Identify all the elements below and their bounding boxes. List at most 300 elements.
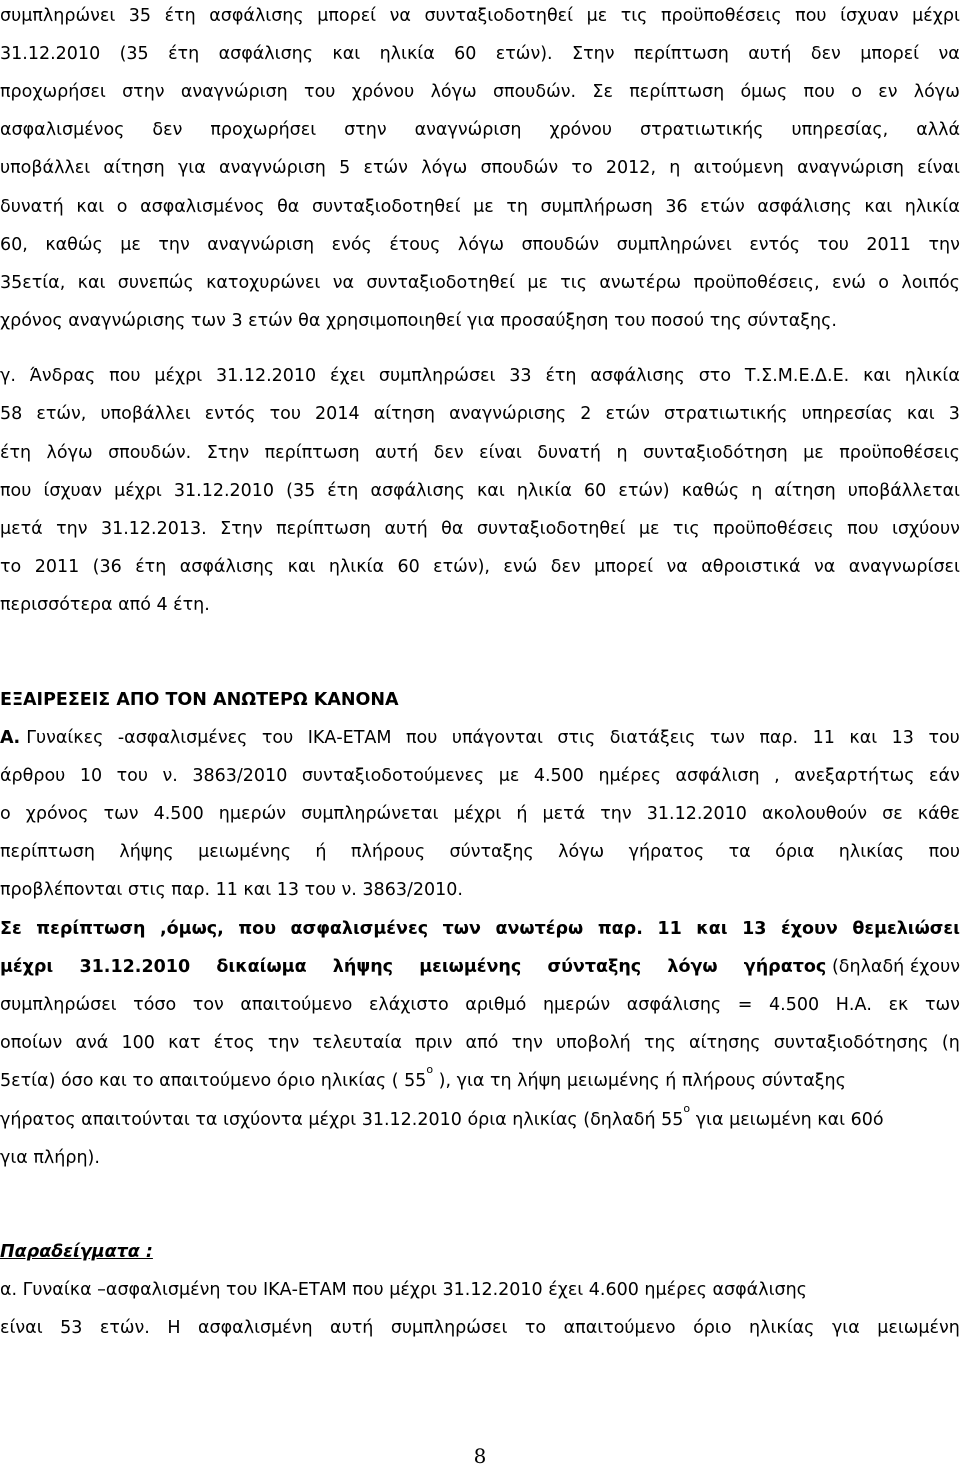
word: εν <box>878 82 898 102</box>
word: λόγω <box>46 443 93 463</box>
word: ακολουθούν <box>762 804 868 824</box>
word: 58 <box>0 404 23 424</box>
word: χρόνου <box>351 82 415 102</box>
word: από <box>465 1033 499 1053</box>
word: 2 <box>580 404 592 424</box>
text-line <box>0 195 960 219</box>
word: ασφάλισης <box>757 197 852 217</box>
text-line <box>0 802 960 826</box>
word: ασφάλιση <box>675 766 760 786</box>
text-line <box>0 840 960 864</box>
text-words: για μειωμένη και 60ό <box>690 1110 884 1130</box>
text-line: περισσότερα από 4 έτη. <box>0 595 210 615</box>
word: γ. <box>0 366 16 386</box>
word: παρ. <box>597 919 643 939</box>
word: των <box>709 728 745 748</box>
word: με <box>803 443 824 463</box>
word: χρόνου <box>549 120 613 140</box>
word: απαιτούμενο <box>563 1318 676 1338</box>
word: προϋποθέσεις <box>660 6 782 26</box>
word: 4.500 <box>769 995 820 1015</box>
word: μπορεί <box>317 6 377 26</box>
text-words: (δηλαδή έχουν <box>826 957 960 977</box>
word: την <box>56 519 88 539</box>
word: συνταξιοδοτούμενες <box>301 766 485 786</box>
word: 31.12.2010 <box>173 481 275 501</box>
word: προχωρήσει <box>210 120 317 140</box>
word: υπάγονται <box>451 728 543 748</box>
word: στρατιωτικής <box>640 120 764 140</box>
word: ημερών <box>542 995 611 1015</box>
word: προϋποθέσεις <box>839 443 960 463</box>
word: 11 <box>657 919 682 939</box>
word: του <box>817 235 849 255</box>
word: Σε <box>592 82 613 102</box>
item-label: Α. <box>0 728 21 748</box>
word: και <box>849 728 878 748</box>
word: έχουν <box>780 919 838 939</box>
word: αριθμό <box>465 995 527 1015</box>
word: = <box>737 995 753 1015</box>
word: να <box>332 273 354 293</box>
word: ετών <box>700 197 745 217</box>
examples-heading <box>0 1240 960 1264</box>
word: είναι <box>0 1318 43 1338</box>
text-line <box>0 1316 960 1340</box>
word: έτος <box>213 1033 255 1053</box>
word: και <box>864 197 893 217</box>
word: που <box>847 519 879 539</box>
word: 33 <box>509 366 532 386</box>
word: περίπτωση <box>36 919 146 939</box>
word: δεν <box>810 44 841 64</box>
word: 13 <box>891 728 914 748</box>
word: ασφαλισμένη <box>198 1318 313 1338</box>
word: καθώς <box>681 481 740 501</box>
text-line <box>0 4 960 28</box>
word: ο <box>0 804 11 824</box>
word: σπουδών. <box>108 443 192 463</box>
word: και <box>77 273 106 293</box>
word: θα <box>277 197 300 217</box>
word: ΙΚΑ-ΕΤΑΜ <box>307 728 392 748</box>
word: ηλικίας <box>838 842 905 862</box>
word: να <box>389 6 411 26</box>
word: για <box>831 1318 860 1338</box>
word: λόγω <box>913 82 960 102</box>
word: εκ <box>888 995 909 1015</box>
word: την <box>511 1033 543 1053</box>
word: και <box>332 44 361 64</box>
word: 13 <box>742 919 767 939</box>
word: ετών <box>363 158 408 178</box>
word: συνταξιοδοτηθεί <box>424 6 574 26</box>
text-line <box>0 1063 960 1093</box>
word: αίτηση <box>103 158 165 178</box>
word: ετών, <box>36 404 87 424</box>
text-line <box>0 80 960 104</box>
word: απαιτούμενο <box>240 995 353 1015</box>
text-line <box>0 479 960 503</box>
text-line-bold <box>0 917 960 941</box>
word: ανωτέρω <box>495 919 584 939</box>
word: την <box>158 235 190 255</box>
word: λόγω <box>558 842 605 862</box>
word: συνταξιοδοτηθεί <box>476 519 626 539</box>
word: ετών). <box>495 44 553 64</box>
word: 31.12.2010 <box>646 804 747 824</box>
word: θα <box>441 519 464 539</box>
word: των <box>924 995 960 1015</box>
word: ετών) <box>618 481 670 501</box>
text-line <box>0 993 960 1017</box>
word: ανά <box>75 1033 109 1053</box>
word: Σε <box>0 919 22 939</box>
word: έχει <box>330 366 365 386</box>
word: 60, <box>0 235 28 255</box>
word: ενώ <box>832 273 866 293</box>
word: συμπληρώνει <box>616 235 732 255</box>
word: συμπληρώνει <box>0 6 116 26</box>
word: ,όμως, <box>160 919 224 939</box>
word: λήψης <box>332 957 394 977</box>
word: ηλικίας <box>749 1318 815 1338</box>
word: διατάξεις <box>609 728 696 748</box>
text-line: προβλέπονται στις παρ. 11 και 13 του ν. 3863/2010. <box>0 880 463 900</box>
word: 5 <box>339 158 351 178</box>
word: με <box>473 197 494 217</box>
word: του <box>261 728 294 748</box>
text-line <box>0 1031 960 1055</box>
word: έτους <box>389 235 441 255</box>
word: εντός <box>204 404 256 424</box>
word: δεν <box>152 120 183 140</box>
word: αλλά <box>916 120 960 140</box>
word: δεν <box>433 443 464 463</box>
examples-heading-text: Παραδείγματα : <box>0 1242 153 1262</box>
word: , <box>774 766 780 786</box>
word: με <box>586 6 608 26</box>
word: ημερών <box>218 804 287 824</box>
word: τις <box>560 273 587 293</box>
word: μειωμένης <box>419 957 522 977</box>
word: ηλικία <box>328 557 384 577</box>
text-line <box>0 726 960 750</box>
word: 2011 <box>34 557 80 577</box>
word: ασφαλισμένες <box>290 919 429 939</box>
word: έτη <box>0 443 32 463</box>
word: πριν <box>415 1033 453 1053</box>
word: ετών), <box>433 557 490 577</box>
word: Τ.Σ.Μ.Ε.Δ.Ε. <box>744 366 850 386</box>
word: είναι <box>479 443 522 463</box>
text-line <box>0 118 960 142</box>
word: 3863/2010 <box>192 766 288 786</box>
word: μειωμένης <box>198 842 292 862</box>
word: στην <box>122 82 165 102</box>
word: συνεπώς <box>117 273 194 293</box>
word: αίτηση <box>774 481 836 501</box>
word: λόγω <box>667 957 718 977</box>
word: ασφάλισης <box>626 995 722 1015</box>
word: που <box>928 842 960 862</box>
word: λόγω <box>430 82 477 102</box>
word: 60 <box>397 557 420 577</box>
word: 10 <box>79 766 103 786</box>
text-line <box>0 517 960 541</box>
word: συμπληρώσει <box>0 995 117 1015</box>
word: 2014 <box>315 404 360 424</box>
text-line <box>0 271 960 295</box>
word: έτη <box>168 44 200 64</box>
word: σπουδών <box>480 158 559 178</box>
word: του <box>304 82 336 102</box>
word: ο <box>878 273 889 293</box>
word: 60 <box>454 44 477 64</box>
word: δυνατή <box>537 443 602 463</box>
text-line: α. Γυναίκα –ασφαλισμένη του ΙΚΑ-ΕΤΑΜ που μέχρι 31.12.2010 έχει 4.600 ημέρες ασφάλισης <box>0 1280 807 1300</box>
word: ηλικία <box>379 44 435 64</box>
word: έτη <box>135 557 167 577</box>
word: αθροιστικά <box>701 557 801 577</box>
word: στρατιωτικής <box>664 404 788 424</box>
word: περίπτωση <box>0 842 95 862</box>
word: τα <box>728 842 751 862</box>
word: ίσχυαν <box>43 481 102 501</box>
word: 4.500 <box>153 804 204 824</box>
word: ίσχυαν <box>840 6 899 26</box>
word: γήρατος <box>628 842 705 862</box>
word: Στην <box>206 443 250 463</box>
word: στο <box>698 366 732 386</box>
word: σε <box>882 804 903 824</box>
word: -ασφαλισμένες <box>117 728 248 748</box>
word: υπηρεσίας <box>801 404 893 424</box>
word: και <box>863 366 891 386</box>
word: (35 <box>119 44 149 64</box>
word: μπορεί <box>860 44 920 64</box>
word: του <box>269 404 301 424</box>
word: λόγω <box>457 235 504 255</box>
word: ασφάλισης <box>179 557 275 577</box>
word: (η <box>941 1033 960 1053</box>
word: με <box>120 235 141 255</box>
word: πλήρους <box>350 842 426 862</box>
bold-words <box>0 955 826 979</box>
word: σπουδών <box>521 235 600 255</box>
word: ανεξαρτήτως <box>794 766 915 786</box>
word: 4.500 <box>533 766 584 786</box>
word: δυνατή <box>0 197 64 217</box>
word: του <box>116 766 148 786</box>
word: να <box>814 557 836 577</box>
text-words <box>26 726 960 750</box>
word: αναγνώριση <box>180 82 288 102</box>
word: μέχρι <box>453 804 502 824</box>
word: συνταξιοδότησης <box>773 1033 929 1053</box>
word: Στην <box>572 44 615 64</box>
page-number: 8 <box>473 1444 487 1468</box>
word: ελάχιστο <box>368 995 449 1015</box>
word: έτη <box>545 366 577 386</box>
word: ηλικία <box>904 366 960 386</box>
word: κάθε <box>917 804 960 824</box>
text-line <box>0 233 960 257</box>
word: λόγω <box>421 158 468 178</box>
word: αίτηση <box>373 404 435 424</box>
word: περίπτωση <box>264 443 360 463</box>
word: μέχρι <box>114 481 162 501</box>
word: που <box>0 481 32 501</box>
word: τόσο <box>133 995 177 1015</box>
word: μέχρι <box>154 366 203 386</box>
word: μέχρι <box>0 957 54 977</box>
word: η <box>751 481 763 501</box>
word: (35 <box>286 481 316 501</box>
word: για <box>177 158 206 178</box>
superscript: ο <box>426 1063 434 1077</box>
superscript: ο <box>683 1102 691 1116</box>
word: υπηρεσίας, <box>791 120 889 140</box>
word: υποβολή <box>556 1033 631 1053</box>
word: ενώ <box>503 557 538 577</box>
word: ασφάλισης <box>370 481 465 501</box>
word: συνταξιοδοτηθεί <box>311 197 461 217</box>
word: υποβάλλει <box>0 158 91 178</box>
word: 31.12.2010 <box>79 957 191 977</box>
text-words: 5ετία) όσο και το απαιτούμενο όριο ηλικίας ( 55 <box>0 1071 427 1091</box>
word: τον <box>192 995 224 1015</box>
text-words: ), για τη λήψη μειωμένης ή πλήρους σύνταξης <box>433 1071 846 1091</box>
word: αιτούμενη <box>693 158 784 178</box>
word: σύνταξης <box>547 957 642 977</box>
word: (36 <box>92 557 122 577</box>
word: ασφαλισμένος <box>140 197 265 217</box>
word: αναγνωρίσει <box>848 557 960 577</box>
word: κατοχυρώνει <box>206 273 321 293</box>
word: που <box>803 82 835 102</box>
word: τις <box>620 6 648 26</box>
word: 31.12.2010 <box>0 44 101 64</box>
word: 36 <box>665 197 688 217</box>
word: συμπλήρωση <box>540 197 653 217</box>
word: και <box>76 197 105 217</box>
text-line: για πλήρη). <box>0 1148 100 1168</box>
text-line <box>0 955 960 979</box>
word: 31.12.2010 <box>215 366 317 386</box>
word: 60 <box>584 481 607 501</box>
word: ασφαλισμένος <box>0 120 125 140</box>
word: ασφάλισης <box>218 44 314 64</box>
word: των <box>103 804 139 824</box>
word: αναγνώριση <box>797 158 905 178</box>
word: ο <box>116 197 128 217</box>
word: ημέρες <box>598 766 661 786</box>
word: καθώς <box>45 235 103 255</box>
word: αναγνώριση <box>414 120 522 140</box>
word: με <box>498 766 520 786</box>
word: ενός <box>331 235 372 255</box>
word: η <box>669 158 681 178</box>
word: αναγνώριση <box>219 158 326 178</box>
word: γήρατος <box>743 957 827 977</box>
section-heading: ΕΞΑΙΡΕΣΕΙΣ ΑΠΟ ΤΟΝ ΑΝΩΤΕΡΩ ΚΑΝΟΝΑ <box>0 690 399 710</box>
word: των <box>442 919 481 939</box>
word: προϋποθέσεις, <box>693 273 820 293</box>
word: υποβάλλεται <box>847 481 960 501</box>
word: Άνδρας <box>29 366 96 386</box>
word: εντός <box>749 235 801 255</box>
word: με <box>638 519 660 539</box>
word: συμπληρώσει <box>378 366 496 386</box>
text-line <box>0 156 960 180</box>
word: προχωρήσει <box>0 82 106 102</box>
word: στην <box>344 120 387 140</box>
word: 11 <box>812 728 835 748</box>
word: με <box>527 273 548 293</box>
word: αναγνώρισης <box>449 404 567 424</box>
word: ισχύουν <box>891 519 960 539</box>
word: 3 <box>948 404 960 424</box>
word: ν. <box>162 766 178 786</box>
word: τη <box>506 197 528 217</box>
word: τις <box>672 519 700 539</box>
word: το <box>571 158 593 178</box>
text-line <box>0 364 960 388</box>
word: Γυναίκες <box>26 728 104 748</box>
word: την <box>267 1033 300 1053</box>
word: Η <box>167 1318 181 1338</box>
word: σύνταξης <box>449 842 534 862</box>
word: όμως <box>740 82 788 102</box>
word: όριο <box>693 1318 732 1338</box>
text-line <box>0 555 960 579</box>
word: είναι <box>917 158 960 178</box>
word: συνταξιοδοτηθεί <box>366 273 515 293</box>
word: που <box>405 728 438 748</box>
word: ασφάλισης <box>209 6 304 26</box>
word: το <box>0 557 22 577</box>
word: στις <box>557 728 596 748</box>
word: αυτή <box>384 519 428 539</box>
word: 100 <box>121 1033 155 1053</box>
word: περίπτωση <box>629 82 725 102</box>
word: μετά <box>0 519 43 539</box>
word: αυτή <box>330 1318 374 1338</box>
word: λήψης <box>119 842 174 862</box>
text-words: γήρατος απαιτούνται τα ισχύοντα μέχρι 31.12.2010 όρια ηλικίας (δηλαδή 55 <box>0 1110 684 1130</box>
word: Η.Α. <box>835 995 872 1015</box>
word: η <box>616 443 628 463</box>
word: αυτή <box>748 44 792 64</box>
word: που <box>238 919 277 939</box>
word: ετών. <box>99 1318 150 1338</box>
word: αναγνώριση <box>207 235 315 255</box>
word: περίπτωση <box>633 44 729 64</box>
word: έτη <box>164 6 196 26</box>
word: υποβάλλει <box>100 404 191 424</box>
text-line: χρόνος αναγνώρισης των 3 ετών θα χρησιμοποιηθεί για προσαύξηση του ποσού της σύνταξης. <box>0 311 837 331</box>
word: σπουδών. <box>492 82 577 102</box>
word: τελευταία <box>312 1033 402 1053</box>
word: 35 <box>128 6 152 26</box>
word: συνταξιοδότηση <box>643 443 788 463</box>
word: ηλικία <box>516 481 572 501</box>
word: που <box>109 366 141 386</box>
text-line <box>0 42 960 66</box>
word: ασφάλισης <box>590 366 685 386</box>
word: 2011 <box>866 235 911 255</box>
